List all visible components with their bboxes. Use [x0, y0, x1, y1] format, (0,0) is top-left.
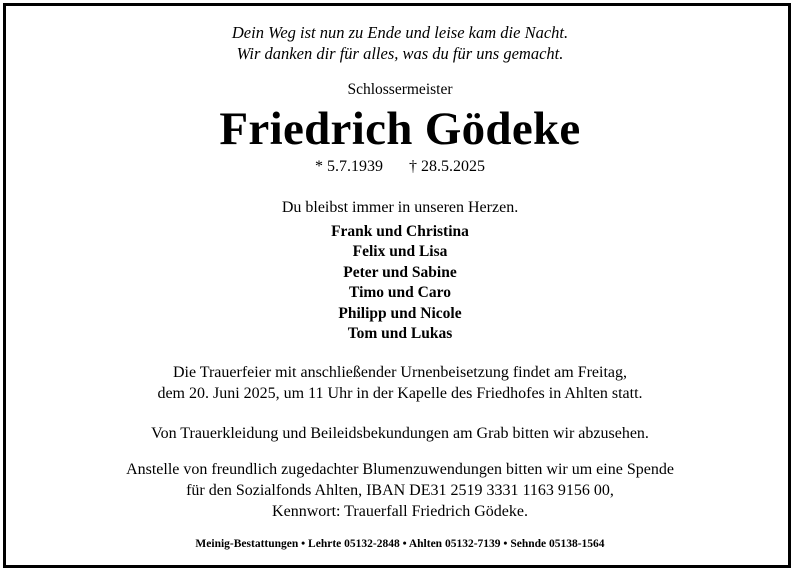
- family-member: Tom und Lukas: [347, 325, 453, 343]
- poem-line-2: Wir danken dir für alles, was du für uns gemacht.: [236, 44, 564, 63]
- family-list: [0, 222, 800, 344]
- family-member: Felix und Lisa: [352, 243, 448, 261]
- family-member: Timo und Caro: [349, 284, 451, 302]
- death-date: † 28.5.2025: [409, 158, 485, 175]
- mourning-note: Von Trauerkleidung und Beileidsbekundungen am Grab bitten wir abzusehen.: [151, 425, 649, 442]
- donation-line-2: für den Sozialfonds Ahlten, IBAN DE31 2519 3331 1163 9156 00,: [186, 482, 614, 499]
- donation-info: [0, 459, 800, 522]
- funeral-home-footer: Meinig-Bestattungen • Lehrte 05132-2848 • Ahlten 05132-7139 • Sehnde 05138-1564: [195, 538, 605, 550]
- dedication: Du bleibst immer in unseren Herzen.: [281, 199, 519, 216]
- life-dates: [0, 158, 800, 176]
- service-info: [0, 362, 800, 404]
- deceased-name: Friedrich Gödeke: [219, 103, 581, 155]
- family-member: Philipp und Nicole: [338, 304, 462, 322]
- service-line-1: Die Trauerfeier mit anschließender Urnenbeisetzung findet am Freitag,: [172, 364, 628, 381]
- poem-line-1: Dein Weg ist nun zu Ende und leise kam die Nacht.: [231, 23, 569, 42]
- donation-line-3: Kennwort: Trauerfall Friedrich Gödeke.: [272, 503, 528, 520]
- family-member: Frank und Christina: [331, 223, 469, 240]
- birth-date: * 5.7.1939: [315, 158, 383, 175]
- donation-line-1: Anstelle von freundlich zugedachter Blumenzuwendungen bitten wir um eine Spende: [126, 461, 674, 478]
- service-line-2: dem 20. Juni 2025, um 11 Uhr in der Kapelle des Friedhofes in Ahlten statt.: [157, 385, 643, 402]
- profession: Schlossermeister: [347, 81, 453, 98]
- poem: [0, 22, 800, 64]
- family-member: Peter und Sabine: [343, 263, 457, 281]
